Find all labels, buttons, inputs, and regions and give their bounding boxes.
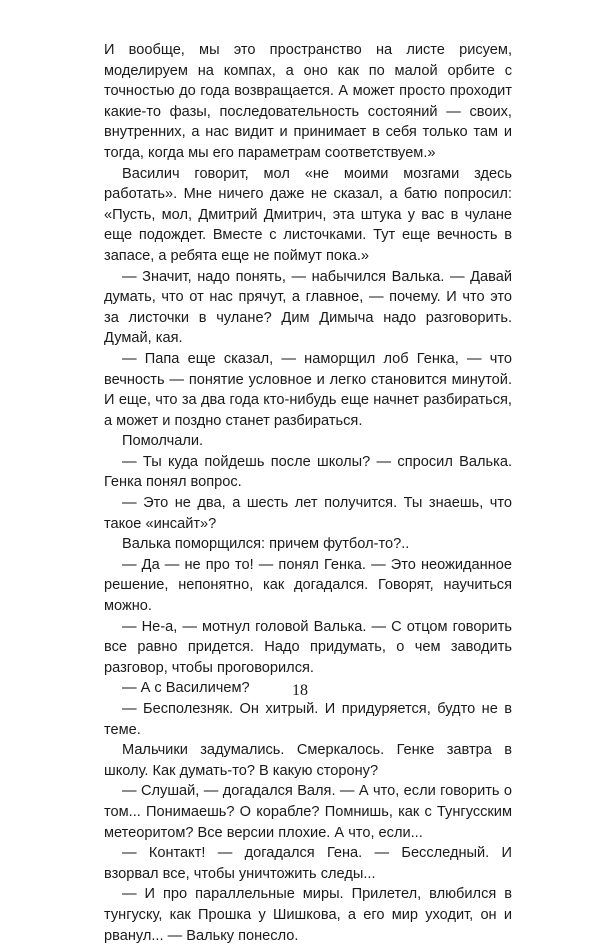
paragraph: — Ты куда пойдешь после школы? — спросил Валька. Генка понял вопрос. [104, 453, 512, 491]
paragraph: — А с Василичем? [122, 680, 250, 697]
paragraph: И вообще, мы это пространство на листе рисуем, моделируем на компах, а оно как по малой орбите с точностью до года возвращается. А может просто проходит какие-то фазы, последовательность состояний — своих, внутренних, а нас видит и принимает в себя только там и тогда, когда мы его параметрам соответствуем.» [104, 42, 512, 161]
page-number: 18 [292, 682, 308, 699]
paragraph: — Да — не про то! — понял Генка. — Это неожиданное решение, непонятно, как догадался. Говорят, научиться можно. [104, 556, 512, 615]
paragraph: — Контакт! — догадался Гена. — Бесследный. И взорвал все, чтобы уничтожить следы... [104, 845, 512, 882]
paragraph: — Не-а, — мотнул головой Валька. — С отцом говорить все равно придется. Надо придумать, о чем заводить разговор, чтобы проговорился. [104, 618, 512, 676]
paragraph: Василич говорит, мол «не моими мозгами здесь работать». Мне ничего даже не сказал, а батю попросил: «Пусть, мол, Дмитрий Дмитрич, эта штука у вас в чулане еще подождет. Вместе с листочками. Тут еще вечность в запасе, а ребята еще не поймут пока.» [104, 165, 512, 264]
paragraph: — Слушай, — догадался Валя. — А что, если говорить о том... Понимаешь? О корабле? Помнишь, как с Тунгусским метеоритом? Все версии плохие. А что, если... [104, 783, 512, 841]
text-block [104, 40, 512, 946]
paragraph: — Бесполезняк. Он хитрый. И придуряется, будто не в теме. [104, 701, 512, 738]
paragraph: Мальчики задумались. Смеркалось. Генке завтра в школу. Как думать-то? В какую сторону? [104, 742, 512, 779]
paragraph: — И про параллельные миры. Прилетел, влюбился в тунгуску, как Прошка у Шишкова, а его мир уходит, он и рванул... — Вальку понесло. [104, 886, 512, 944]
paragraph: — Это не два, а шесть лет получится. Ты знаешь, что такое «инсайт»? [104, 495, 512, 532]
paragraph: — Значит, надо понять, — набычился Валька. — Давай думать, что от нас прячут, а главное, — почему. И что это за листочки в чулане? Дим Димыча надо разговорить. Думай, кая. [104, 268, 512, 347]
paragraph: — Папа еще сказал, — наморщил лоб Генка, — что вечность — понятие условное и легко становится минутой. И еще, что за два года кто-нибудь еще начнет разбираться, а может и поздно станет разбираться. [104, 350, 512, 429]
paragraph: Валька поморщился: причем футбол-то?.. [122, 536, 410, 553]
paragraph: Помолчали. [122, 433, 204, 450]
